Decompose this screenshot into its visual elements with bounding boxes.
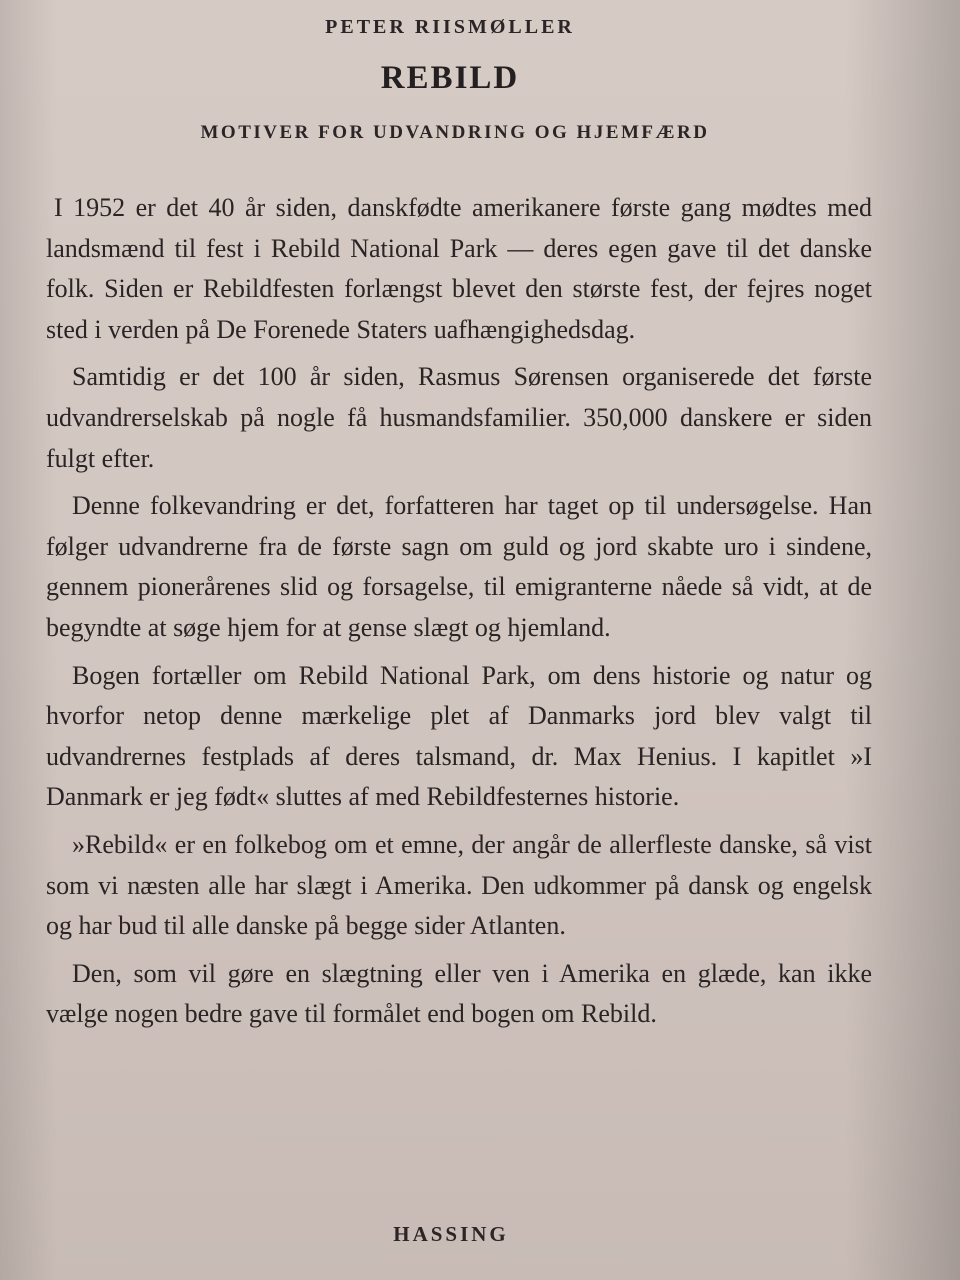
author-name: PETER RIISMØLLER (325, 16, 575, 38)
book-subtitle: MOTIVER FOR UDVANDRING OG HJEMFÆRD (200, 122, 710, 143)
paragraph: Bogen fortæller om Rebild National Park, om dens historie og natur og hvorfor netop denne mærkelige plet af Danmarks jord blev valgt til udvandrernes festplads af deres talsmand, dr. Max Henius. I kapitlet »I Danmark er jeg født« sluttes af med Rebildfesternes historie. (46, 660, 872, 812)
paragraph: Den, som vil gøre en slægtning eller ven i Amerika en glæde, kan ikke vælge nogen bedre gave til formålet end bogen om Rebild. (46, 958, 872, 1029)
body-text (46, 188, 872, 1042)
book-title: REBILD (380, 60, 520, 96)
paragraph: »Rebild« er en folkebog om et emne, der angår de allerfleste danske, så vist som vi næsten alle har slægt i Amerika. Den udkommer på dansk og engelsk og har bud til alle danske på begge sider Atlanten. (46, 829, 872, 941)
paragraph: Samtidig er det 100 år siden, Rasmus Sørensen organiserede det første udvandrerselskab på nogle få husmandsfamilier. 350,000 danskere er siden fulgt efter. (46, 362, 872, 473)
paragraph: Denne folkevandring er det, forfatteren har taget op til undersøgelse. Han følger udvandrerne fra de første sagn om guld og jord skabte uro i sindene, gennem pionerårenes slid og forsagelse, til emigranterne nåede så vidt, at de begyndte at søge hjem for at gense slægt og hjemland. (46, 491, 872, 642)
paragraph: I 1952 er det 40 år siden, danskfødte amerikanere første gang mødtes med landsmænd til fest i Rebild National Park — deres egen gave til det danske folk. Siden er Rebildfesten forlængst blevet den største fest, der fejres noget sted i verden på De Forenede Staters uafhængighedsdag. (46, 193, 872, 344)
publisher-name: HASSING (393, 1222, 509, 1246)
